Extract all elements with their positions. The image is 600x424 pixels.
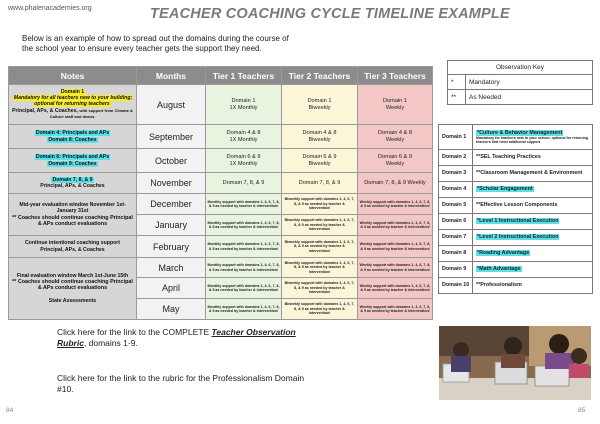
tier3-support: Weekly support with domains 1, 4, 6, 7, 8, & 9 as needed by teacher & intervention/ (358, 258, 433, 278)
notes-august (9, 85, 137, 125)
tier2-october (282, 149, 358, 173)
domain-label: Domain 9: Coaches (48, 160, 97, 167)
domain-text: Domain 4 & 8 (378, 129, 412, 136)
month-cell: October (137, 149, 206, 173)
domain-label: Domain 7, 8, & 9 (52, 176, 93, 183)
domain-desc (473, 262, 593, 278)
list-item (439, 214, 593, 230)
tier1-august (206, 85, 282, 125)
tier2-november: Domain 7, 8, & 9 (282, 173, 358, 194)
domain-text: Domain 6 & 9 (226, 153, 261, 160)
freq-text: Biweekly (308, 136, 331, 143)
list-item (439, 182, 593, 198)
who-text: Principal, APs, & Coaches, (12, 107, 78, 114)
tier2-support: Biweekly support with domains 1, 4, 6, 7, 8, & 9 as needed by teacher & intervention/ (282, 258, 358, 278)
tier3-november: Domain 7, 8, & 9 Weekly (358, 173, 433, 194)
month-cell: April (137, 278, 206, 299)
state-assessments: State Assessments (48, 297, 97, 304)
domain-label: Domain 8: Coaches (48, 136, 97, 143)
domain-number: Domain 2 (439, 150, 473, 166)
final-note: ** Coaches should continue coaching Principal & APs conduct evaluations (12, 279, 133, 292)
tier3-october (358, 149, 433, 173)
tier3-support: Weekly support with domains 1, 4, 6, 7, 8, & 9 as needed by teacher & intervention/ (358, 299, 433, 320)
classroom-photo-graphic (439, 326, 591, 400)
tier2-support: Biweekly support with domains 1, 4, 6, 7, 8, & 9 as needed by teacher & intervention/ (282, 215, 358, 236)
tier1-september (206, 125, 282, 149)
domain-desc (473, 230, 593, 246)
table-row (9, 173, 433, 194)
key-symbol: * (448, 75, 466, 90)
tier3-support: Weekly support with domains 1, 4, 6, 7, 8, & 9 as needed by teacher & intervention/ (358, 236, 433, 258)
domain-desc (473, 150, 593, 166)
tier2-august (282, 85, 358, 125)
month-cell: May (137, 299, 206, 320)
list-item (439, 278, 593, 294)
tier1-support: Monthly support with domains 1, 4, 6, 7, 8, & 9 as needed by teacher & intervention/ (206, 299, 282, 320)
domain-number: Domain 1 (439, 125, 473, 150)
domain-text: **SEL Teaching Practices (476, 154, 541, 161)
list-item (439, 166, 593, 182)
domain-desc (473, 166, 593, 182)
tier2-support: Biweekly support with domains 1, 4, 6, 7, 8, & 9 as needed by teacher & intervention/ (282, 278, 358, 299)
notes-midyear (9, 194, 137, 236)
mandatory-note: Mandatory for all teachers new to your building; optional for returning teachers (13, 95, 133, 108)
domain-desc (473, 246, 593, 262)
domain-text: *Level 2 Instructional Execution (477, 234, 559, 241)
domain-number: Domain 10 (439, 278, 473, 294)
domain-number: Domain 4 (439, 182, 473, 198)
table-header-row (9, 67, 433, 85)
tier3-september (358, 125, 433, 149)
month-cell: November (137, 173, 206, 194)
domain-desc (473, 198, 593, 214)
month-cell: March (137, 258, 206, 278)
domain-text: Domain 1 (307, 97, 332, 104)
page-title: TEACHER COACHING CYCLE TIMELINE EXAMPLE (150, 6, 510, 22)
key-label: Mandatory (466, 75, 593, 90)
table-row (9, 125, 433, 149)
freq-text: 1X Monthly (229, 136, 258, 143)
domain-text: **Classroom Management & Environment (476, 170, 583, 177)
freq-text: Weekly (385, 136, 405, 143)
freq-text: 1X Monthly (229, 160, 258, 167)
domain-text: Domain 1 (231, 97, 256, 104)
freq-text: 1X Monthly (229, 104, 258, 111)
domain-text: *Math Advantage (477, 266, 521, 273)
month-cell: December (137, 194, 206, 215)
tier3-support: Weekly support with domains 1, 4, 6, 7, 8, & 9 as needed by teacher & intervention/ (358, 194, 433, 215)
domain-list (438, 124, 593, 294)
site-url: www.phalenacademies.org (8, 5, 92, 12)
key-symbol: ** (448, 90, 466, 105)
link-prefix: Click here for the link to the COMPLETE (57, 327, 210, 337)
domain-text: **Effective Lesson Components (476, 202, 558, 209)
coaching-timeline-table (8, 66, 433, 320)
domain-text: Domain 4 & 8 (226, 129, 261, 136)
link-emphasis: Teacher Observation Rubric (57, 327, 296, 348)
list-item (439, 262, 593, 278)
feb-title: Continue intentional coaching support (24, 240, 121, 247)
list-item (439, 125, 593, 150)
midyear-note: ** Coaches should continue coaching Principal & APs conduct evaluations (12, 214, 133, 227)
list-item (439, 246, 593, 262)
list-item (439, 198, 593, 214)
domain-subtext: Mandatory for teachers new to your school, optional for returning teachers that need additional support (476, 135, 589, 145)
domain-text: **Professionalism (476, 282, 522, 289)
domain-label: Domain 4: Principals and APs (35, 130, 110, 137)
table-row (9, 85, 433, 125)
domain-desc (473, 182, 593, 198)
table-row (9, 149, 433, 173)
month-cell: February (137, 236, 206, 258)
who-text: Principal, APs, & Coaches (40, 246, 105, 253)
domain-desc (473, 278, 593, 294)
page-number-right: 85 (578, 407, 586, 414)
notes-october (9, 149, 137, 173)
domain-text: *Level 1 Instructional Execution (477, 218, 559, 225)
link-suffix: , domains 1-9. (83, 338, 138, 348)
tier1-support: Monthly support with domains 1, 4, 6, 7, 8, & 9 as needed by teacher & intervention/ (206, 194, 282, 215)
complete-rubric-link[interactable] (57, 327, 317, 349)
domain-label: Domain 6: Principals and APs (35, 154, 110, 161)
tier1-support: Monthly support with domains 1, 4, 6, 7, 8, & 9 as needed by teacher & intervention/ (206, 236, 282, 258)
domain-desc (473, 214, 593, 230)
domain-text: Domain 1 (383, 97, 407, 104)
domain-number: Domain 6 (439, 214, 473, 230)
domain-text: Domain 6 & 9 (302, 153, 337, 160)
domain-text: Domain 4 & 8 (302, 129, 337, 136)
notes-final (9, 258, 137, 320)
notes-february (9, 236, 137, 258)
professionalism-rubric-link[interactable]: Click here for the link to the rubric for the Professionalism Domain #10. (57, 373, 305, 394)
domain-number: Domain 5 (439, 198, 473, 214)
tier1-october (206, 149, 282, 173)
tier1-support: Monthly support with domains 1, 4, 6, 7, 8, & 9 as needed by teacher & intervention/ (206, 215, 282, 236)
domain-text: *Culture & Behavior Management (477, 129, 563, 136)
table-row (9, 258, 433, 278)
freq-text: Weekly (385, 160, 405, 167)
header-tier3: Tier 3 Teachers (358, 67, 433, 85)
domain-text: *Scholar Engagement (477, 186, 533, 193)
domain-number: Domain 8 (439, 246, 473, 262)
tier3-august (358, 85, 433, 125)
list-item (439, 150, 593, 166)
intro-text: Below is an example of how to spread out the domains during the course of the school year to ensure every teacher gets the support they need. (22, 34, 289, 53)
tier3-support: Weekly support with domains 1, 4, 6, 7, 8, & 9 as needed by teacher & intervention/ (358, 215, 433, 236)
tier2-september (282, 125, 358, 149)
list-item (439, 230, 593, 246)
domain-number: Domain 9 (439, 262, 473, 278)
final-title: Final evaluation window March 1st-June 15th (16, 272, 129, 279)
tier2-support: Biweekly support with domains 1, 4, 6, 7, 8, & 9 as needed by teacher & intervention/ (282, 299, 358, 320)
domain-label: Domain 1 (60, 88, 85, 95)
notes-november (9, 173, 137, 194)
tier1-support: Monthly support with domains 1, 4, 6, 7, 8, & 9 as needed by teacher & intervention/ (206, 278, 282, 299)
month-cell: September (137, 125, 206, 149)
domain-desc (473, 125, 593, 150)
domain-text: Domain 6 & 9 (378, 153, 412, 160)
support-text: with support from Climate & Culture staff and deans. (49, 107, 133, 119)
who-text: Principal, APs, & Coaches (40, 183, 105, 189)
tier1-november: Domain 7, 8, & 9 (206, 173, 282, 194)
table-row (9, 236, 433, 258)
freq-text: Biweekly (308, 104, 331, 111)
domain-text: *Reading Advantage (477, 250, 530, 257)
header-tier1: Tier 1 Teachers (206, 67, 282, 85)
header-months: Months (137, 67, 206, 85)
freq-text: Biweekly (308, 160, 331, 167)
header-tier2: Tier 2 Teachers (282, 67, 358, 85)
observation-key (447, 60, 593, 105)
tier2-support: Biweekly support with domains 1, 4, 6, 7, 8, & 9 as needed by teacher & intervention/ (282, 236, 358, 258)
tier2-support: Biweekly support with domains 1, 4, 6, 7, 8, & 9 as needed by teacher & intervention/ (282, 194, 358, 215)
classroom-photo (439, 326, 591, 400)
month-cell: August (137, 85, 206, 125)
header-notes: Notes (9, 67, 137, 85)
page-number-left: 84 (6, 407, 14, 414)
tier3-support: Weekly support with domains 1, 4, 6, 7, 8, & 9 as needed by teacher & intervention/ (358, 278, 433, 299)
tier1-support: Monthly support with domains 1, 4, 6, 7, 8, & 9 as needed by teacher & intervention/ (206, 258, 282, 278)
midyear-title: Mid-year evaluation window November 1st-January 31st (19, 202, 126, 215)
month-cell: January (137, 215, 206, 236)
key-label: As Needed (466, 90, 593, 105)
table-row (9, 194, 433, 215)
domain-number: Domain 3 (439, 166, 473, 182)
notes-september (9, 125, 137, 149)
freq-text: Weekly (385, 104, 405, 111)
domain-number: Domain 7 (439, 230, 473, 246)
observation-key-title: Observation Key (448, 61, 593, 75)
